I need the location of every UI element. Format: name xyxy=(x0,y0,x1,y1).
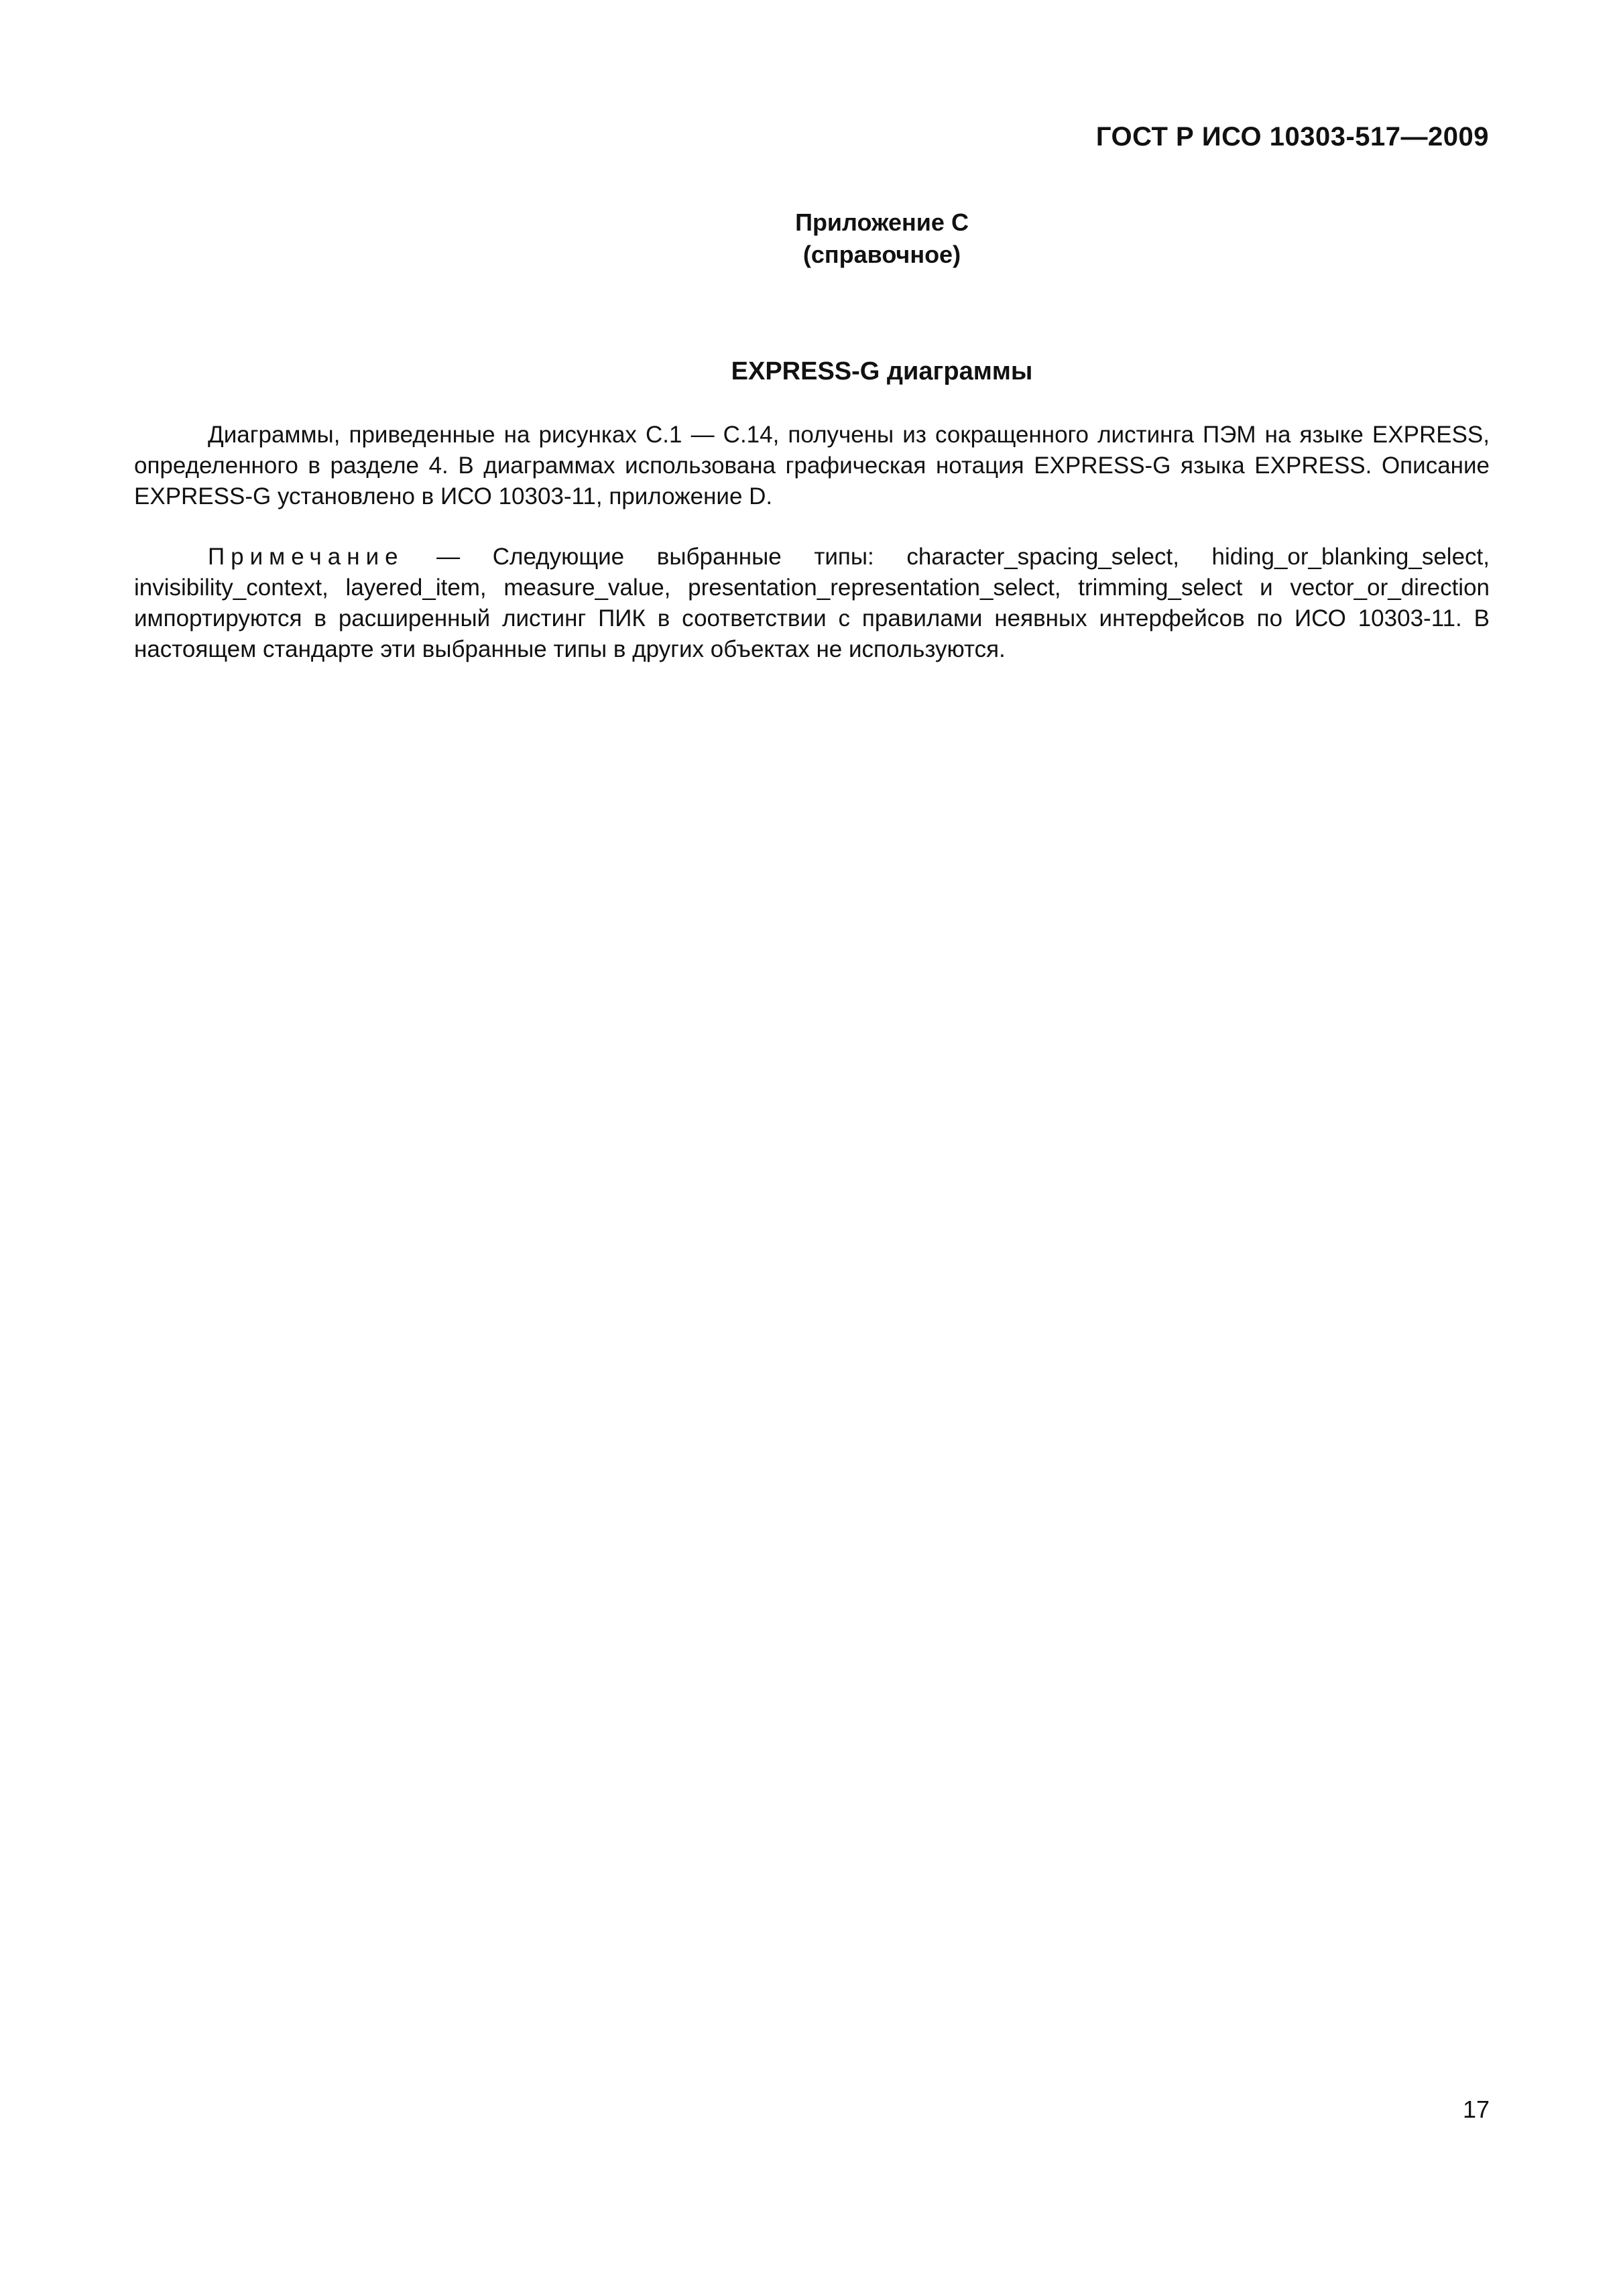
annex-heading xyxy=(0,206,1623,271)
section-title: EXPRESS-G диаграммы xyxy=(731,357,1033,385)
annex-title: Приложение С xyxy=(795,208,969,236)
note-label: Примечание xyxy=(208,544,404,570)
note-text: — Следующие выбранные типы: character_spacing_select, hiding_or_blanking_select, invisibility_context, layered_item, measure_value, presentation_representation_select, trimming_select и vector_or_direction импортируются в расширенный листинг ПИК в соответствии с правилами неявных интерфейсов по ИСО 10303-11. В настоящем стандарте эти выбранные типы в других объектах не используются. xyxy=(134,544,1490,662)
body-paragraph xyxy=(134,420,1490,512)
annex-type: (справочное) xyxy=(802,241,961,268)
document-designation: ГОСТ Р ИСО 10303-517—2009 xyxy=(1095,122,1489,152)
body-paragraph-text: Диаграммы, приведенные на рисунках С.1 — С.14, получены из сокращенного листинга ПЭМ на языке EXPRESS, определенного в разделе 4. В диаграммах использована графическая нотация EXPRESS-G языка EXPRESS. Описание EXPRESS-G установлено в ИСО 10303-11, приложение D. xyxy=(134,422,1490,509)
page-number: 17 xyxy=(1462,2096,1490,2123)
note-paragraph xyxy=(134,542,1490,665)
